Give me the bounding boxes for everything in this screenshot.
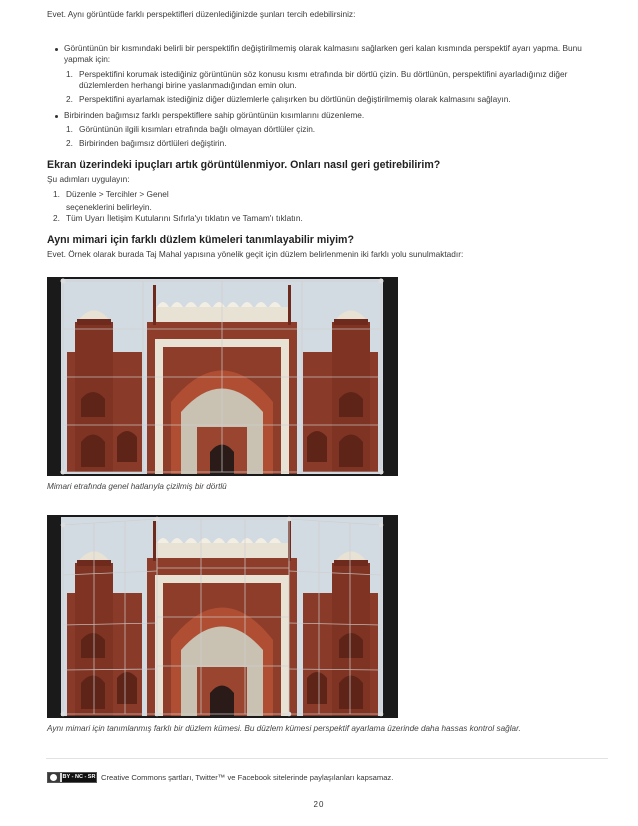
section-heading-planes: Aynı mimari için farklı düzlem kümeleri tanımlayabilir miyim?: [47, 234, 354, 246]
creative-commons-badge[interactable]: [47, 772, 97, 783]
bullet-2-line-1: Birbirinden bağımsız farklı perspektiflere sahip görüntünün kısımlarını düzenleme.: [64, 110, 365, 120]
taj-mahal-gateway-photo-2: [47, 515, 398, 718]
intro-text: Evet. Aynı görüntüde farklı perspektifleri düzenlediğinizde şunları tercih edebilirsiniz:: [47, 9, 356, 19]
cc-logo-icon: [48, 773, 60, 782]
section-3-intro: Evet. Örnek olarak burada Taj Mahal yapısına yönelik geçit için düzlem belirlenmenin iki farklı yolu sunulmaktadır:: [47, 249, 464, 259]
section-2-step-1-line-1: Düzenle > Tercihler > Genel: [66, 189, 169, 199]
figure-caption-1: Mimari etrafında genel hatlarıyla çizilmiş bir dörtlü: [47, 482, 227, 491]
bullet-marker: [55, 48, 58, 51]
step-number: 2.: [53, 213, 60, 223]
bullet-marker: [55, 115, 58, 118]
step-number: 1.: [53, 189, 60, 199]
bullet-1-line-1: Görüntünün bir kısmındaki belirli bir perspektifin değiştirilmemiş olarak kalmasını sağlarken geri kalan kısmında perspektif ayarı yapma. Bunu: [64, 43, 582, 53]
footer-license-text: Creative Commons şartları, Twitter™ ve Facebook sitelerinde paylaşılanları kapsamaz.: [101, 773, 394, 782]
section-heading-tips: Ekran üzerindeki ipuçları artık görüntülenmiyor. Onları nasıl geri getirebilirim?: [47, 159, 441, 171]
bullet-1-step-1-line-1: Perspektifini korumak istediğiniz görüntünün söz konusu kısmı etrafında bir dörtlü çizin. Bu dörtlünün, perspektifini ayarladığınız diğer: [79, 69, 568, 79]
page-number: 20: [313, 800, 325, 809]
bullet-1-line-2: yapmak için:: [64, 54, 111, 64]
footer-divider: [46, 758, 608, 759]
bullet-2-step-2: Birbirinden bağımsız dörtlüleri değiştirin.: [79, 138, 227, 148]
step-number: 1.: [66, 69, 73, 79]
section-2-step-2: Tüm Uyarı İletişim Kutularını Sıfırla'yı tıklatın ve Tamam'ı tıklatın.: [66, 213, 303, 223]
figure-caption-2: Aynı mimari için tanımlanmış farklı bir düzlem kümesi. Bu düzlem kümesi perspektif ayarlama üzerinde daha hassas kontrol sağlar.: [47, 724, 521, 733]
cc-license-label: BY - NC - SR: [62, 774, 96, 780]
taj-mahal-gateway-photo-1: [47, 277, 398, 476]
bullet-1-step-1-line-2: düzlemlerden herhangi birine yaslanmadığından emin olun.: [79, 80, 297, 90]
section-2-intro: Şu adımları uygulayın:: [47, 174, 130, 184]
bullet-1-step-2: Perspektifini ayarlamak istediğiniz diğer düzlemlerle çalışırken bu dörtlünün değiştirilmemiş olarak kalmasını sağlayın.: [79, 94, 511, 104]
step-number: 1.: [66, 124, 73, 134]
gateway-illustration: [47, 277, 398, 476]
step-number: 2.: [66, 138, 73, 148]
section-2-step-1-line-2: seçeneklerini belirleyin.: [66, 202, 152, 212]
gateway-illustration: [47, 515, 398, 718]
step-number: 2.: [66, 94, 73, 104]
bullet-2-step-1: Görüntünün ilgili kısımları etrafında bağlı olmayan dörtlüler çizin.: [79, 124, 316, 134]
